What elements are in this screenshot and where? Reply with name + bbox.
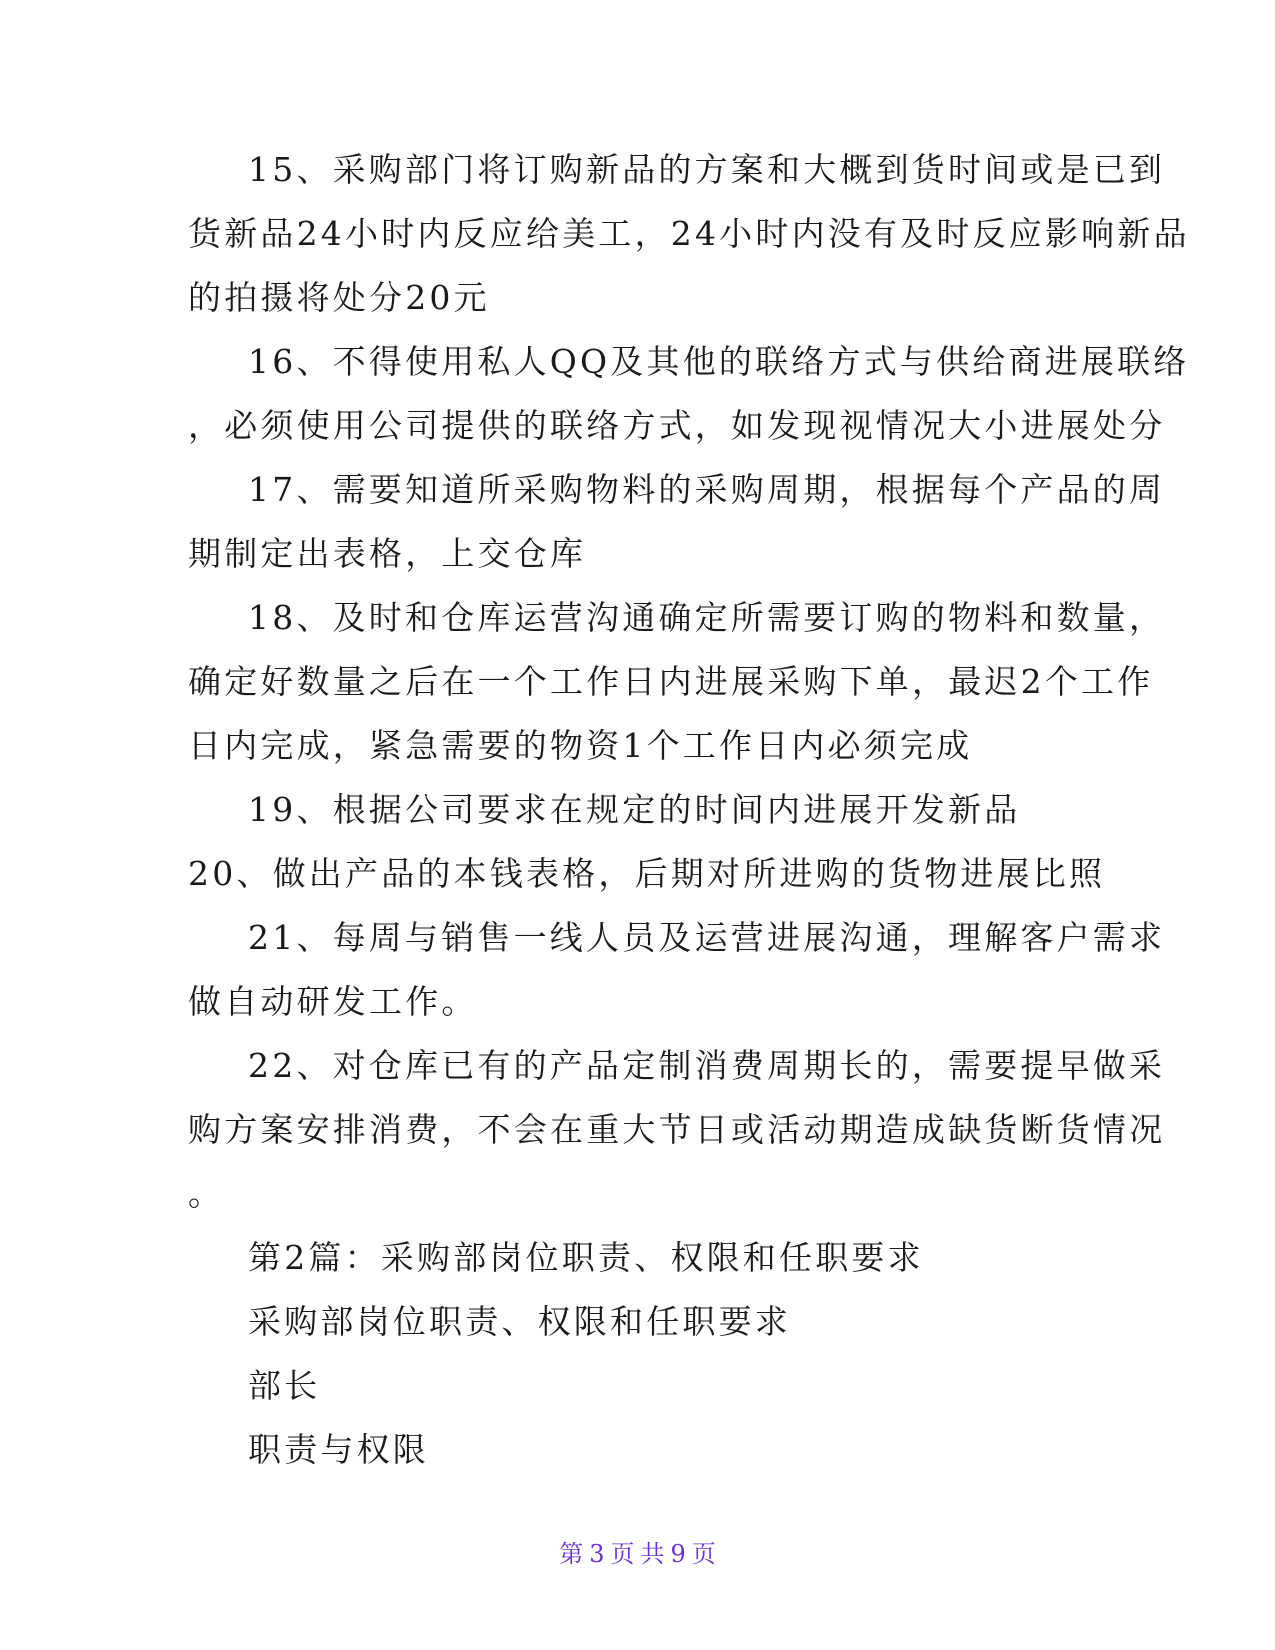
text-line: 20、做出产品的本钱表格，后期对所进购的货物进展比照	[188, 854, 1106, 893]
role-heading: 部长	[248, 1366, 321, 1405]
text-line: 16、不得使用私人QQ及其他的联络方式与供给商进展联络	[248, 342, 1190, 381]
footer-total-pages: 9	[670, 1540, 686, 1568]
footer-current-page: 3	[589, 1540, 605, 1568]
footer-prefix: 第	[559, 1540, 584, 1568]
subsection-heading: 职责与权限	[248, 1430, 429, 1469]
text-line: 22、对仓库已有的产品定制消费周期长的，需要提早做采	[248, 1046, 1166, 1085]
footer-total-word: 共	[640, 1540, 665, 1568]
text-line: 21、每周与销售一线人员及运营进展沟通，理解客户需求	[248, 918, 1166, 957]
text-line: 做自动研发工作。	[188, 982, 478, 1021]
section-heading: 第2篇：采购部岗位职责、权限和任职要求	[248, 1238, 924, 1277]
text-line: 18、及时和仓库运营沟通确定所需要订购的物料和数量，	[248, 598, 1166, 637]
footer-page-word: 页	[610, 1540, 635, 1568]
text-line: 15、采购部门将订购新品的方案和大概到货时间或是已到	[248, 150, 1166, 189]
document-body	[188, 138, 1190, 1482]
subheading: 采购部岗位职责、权限和任职要求	[248, 1302, 791, 1341]
text-line: 期制定出表格，上交仓库	[188, 534, 587, 573]
text-line: ，必须使用公司提供的联络方式，如发现视情况大小进展处分	[188, 406, 1166, 445]
text-line: 确定好数量之后在一个工作日内进展采购下单，最迟2个工作	[188, 662, 1154, 701]
text-line: 19、根据公司要求在规定的时间内进展开发新品	[248, 790, 1021, 829]
text-line: 的拍摄将处分20元	[188, 278, 490, 317]
footer-suffix: 页	[691, 1540, 716, 1568]
page-footer	[0, 1534, 1275, 1569]
text-line: 日内完成，紧急需要的物资1个工作日内必须完成	[188, 726, 973, 765]
text-line: 。	[188, 1174, 225, 1213]
text-line: 购方案安排消费，不会在重大节日或活动期造成缺货断货情况	[188, 1110, 1166, 1149]
text-line: 货新品24小时内反应给美工，24小时内没有及时反应影响新品	[188, 214, 1190, 253]
text-line: 17、需要知道所采购物料的采购周期，根据每个产品的周	[248, 470, 1166, 509]
